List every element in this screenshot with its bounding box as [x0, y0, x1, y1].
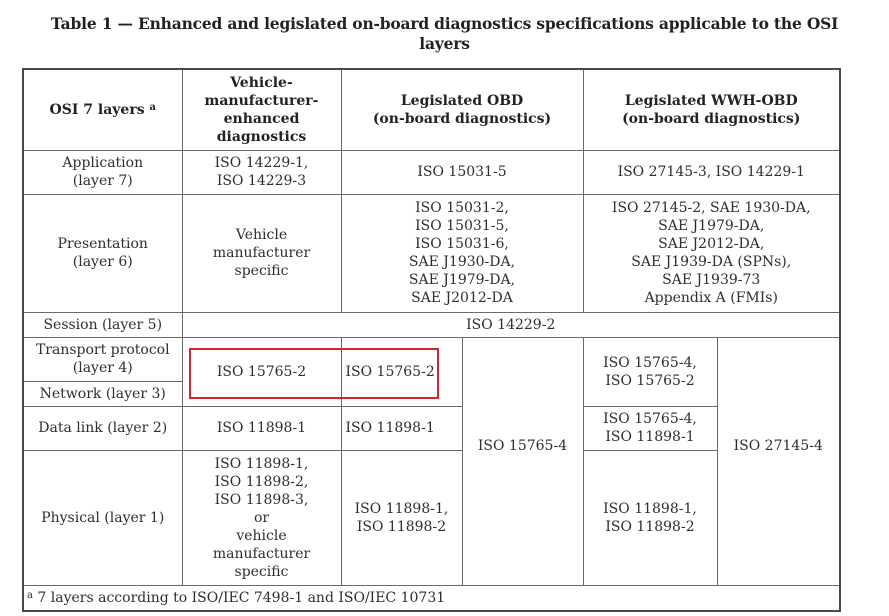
header-text: manufacturer- — [204, 92, 319, 109]
cell-text: ISO 11898-2, — [214, 473, 309, 490]
cell-text: SAE J1979-DA, — [408, 272, 516, 288]
cell-text: Application — [62, 155, 144, 171]
header-text: (on-board diagnostics) — [372, 110, 552, 127]
header-legislated-obd — [341, 69, 583, 150]
cell-text: manufacturer — [212, 545, 311, 562]
cell-obd: ISO 15031-5 — [341, 150, 583, 194]
cell-text: ISO 11898-1, — [603, 500, 697, 517]
cell-obd — [341, 194, 583, 312]
cell-text: ISO 15031-6, — [415, 236, 509, 252]
cell-wwh-merged — [717, 337, 840, 585]
header-legislated-wwh-obd — [583, 69, 840, 150]
cell-text: SAE J1939-73 — [662, 272, 761, 288]
table-row-session — [23, 312, 840, 337]
header-text: (on-board diagnostics) — [622, 110, 801, 127]
cell-text: ISO 14229-3 — [216, 173, 307, 189]
cell-layer: Session (layer 5) — [23, 312, 182, 337]
cell-layer — [23, 337, 182, 381]
cell-text: specific — [234, 563, 289, 580]
table-caption-line-1: Table 1 — Enhanced and legislated on-board diagnostics specifications applicable to the OSI — [50, 14, 839, 33]
header-enhanced-diagnostics — [182, 69, 341, 150]
table-footnote-row — [23, 585, 840, 611]
footnote-text: 7 layers according to ISO/IEC 7498-1 and ISO/IEC 10731 — [32, 589, 446, 606]
header-osi-label: OSI 7 layers — [49, 101, 145, 118]
cell-wwh-can — [583, 450, 717, 585]
cell-text: (layer 4) — [72, 360, 133, 376]
cell-layer: Data link (layer 2) — [23, 406, 182, 450]
cell-text: ISO 11898-1, — [354, 500, 449, 517]
cell-text: Transport protocol — [35, 342, 170, 358]
cell-text: specific — [234, 263, 289, 279]
cell-text: SAE J2012-DA — [411, 290, 513, 306]
cell-text: ISO 15765-4, — [603, 354, 697, 371]
table-footnote — [23, 585, 840, 611]
cell-text: ISO 15765-2 — [605, 372, 695, 389]
spacer — [720, 340, 838, 437]
cell-text: ISO 27145-2, SAE 1930-DA, — [611, 200, 811, 216]
cell-text: ISO 14229-1, — [214, 155, 309, 171]
cell-text: ISO 15765-4 — [477, 437, 568, 454]
cell-layer — [23, 194, 182, 312]
cell-text: ISO 15765-4, — [603, 411, 697, 427]
cell-enhanced — [182, 194, 341, 312]
table-caption-line-2: layers — [419, 34, 470, 53]
cell-text: (layer 6) — [72, 254, 133, 270]
cell-text: ISO 15031-2, — [415, 200, 509, 216]
cell-obd-merged — [462, 337, 583, 585]
table-row-application — [23, 150, 840, 194]
cell-obd-can: ISO 11898-1 — [341, 406, 462, 450]
header-text: diagnostics — [216, 128, 307, 145]
cell-wwh-can — [583, 337, 717, 406]
header-text: enhanced — [223, 110, 300, 127]
cell-text: Appendix A (FMIs) — [644, 290, 778, 306]
table-row-transport — [23, 337, 840, 381]
cell-text: (layer 7) — [72, 173, 133, 189]
cell-enhanced — [182, 450, 341, 585]
cell-wwh-obd — [583, 194, 840, 312]
cell-text: SAE J2012-DA, — [658, 236, 765, 252]
footnote-marker: a — [149, 101, 156, 113]
cell-text: SAE J1939-DA (SPNs), — [631, 254, 792, 270]
cell-wwh-obd: ISO 27145-3, ISO 14229-1 — [583, 150, 840, 194]
cell-text: Vehicle — [235, 227, 288, 243]
header-osi-layers — [23, 69, 182, 150]
cell-text: ISO 27145-4 — [733, 437, 823, 454]
table-row-presentation — [23, 194, 840, 312]
spacer — [465, 340, 581, 437]
cell-text: ISO 11898-2 — [605, 518, 695, 535]
cell-layer: Network (layer 3) — [23, 381, 182, 406]
cell-text: Presentation — [57, 236, 148, 252]
cell-layer — [23, 150, 182, 194]
header-text: Legislated OBD — [400, 92, 524, 109]
cell-enhanced — [182, 150, 341, 194]
cell-text: ISO 11898-3, — [214, 491, 309, 508]
cell-text: SAE J1979-DA, — [658, 218, 765, 234]
cell-text: ISO 15031-5, — [415, 218, 509, 234]
cell-obd-can: ISO 15765-2 — [341, 337, 462, 406]
cell-text: manufacturer — [212, 245, 311, 261]
cell-text: ISO 11898-2 — [356, 518, 447, 535]
cell-obd-can — [341, 450, 462, 585]
cell-wwh-can — [583, 406, 717, 450]
cell-enhanced: ISO 11898-1 — [182, 406, 341, 450]
cell-text: SAE J1930-DA, — [408, 254, 516, 270]
cell-session-all: ISO 14229-2 — [182, 312, 840, 337]
header-text: Legislated WWH-OBD — [624, 92, 798, 109]
header-text: Vehicle- — [230, 74, 293, 91]
footnote-marker: a — [27, 589, 33, 601]
cell-text: ISO 11898-1, — [214, 455, 309, 472]
cell-text: ISO 11898-1 — [605, 429, 695, 445]
cell-enhanced: ISO 15765-2 — [182, 337, 341, 406]
cell-layer: Physical (layer 1) — [23, 450, 182, 585]
header-row — [23, 69, 840, 150]
cell-text: vehicle — [236, 527, 287, 544]
table-caption — [0, 14, 889, 54]
osi-diagnostics-table — [22, 68, 841, 612]
cell-text: or — [253, 509, 270, 526]
